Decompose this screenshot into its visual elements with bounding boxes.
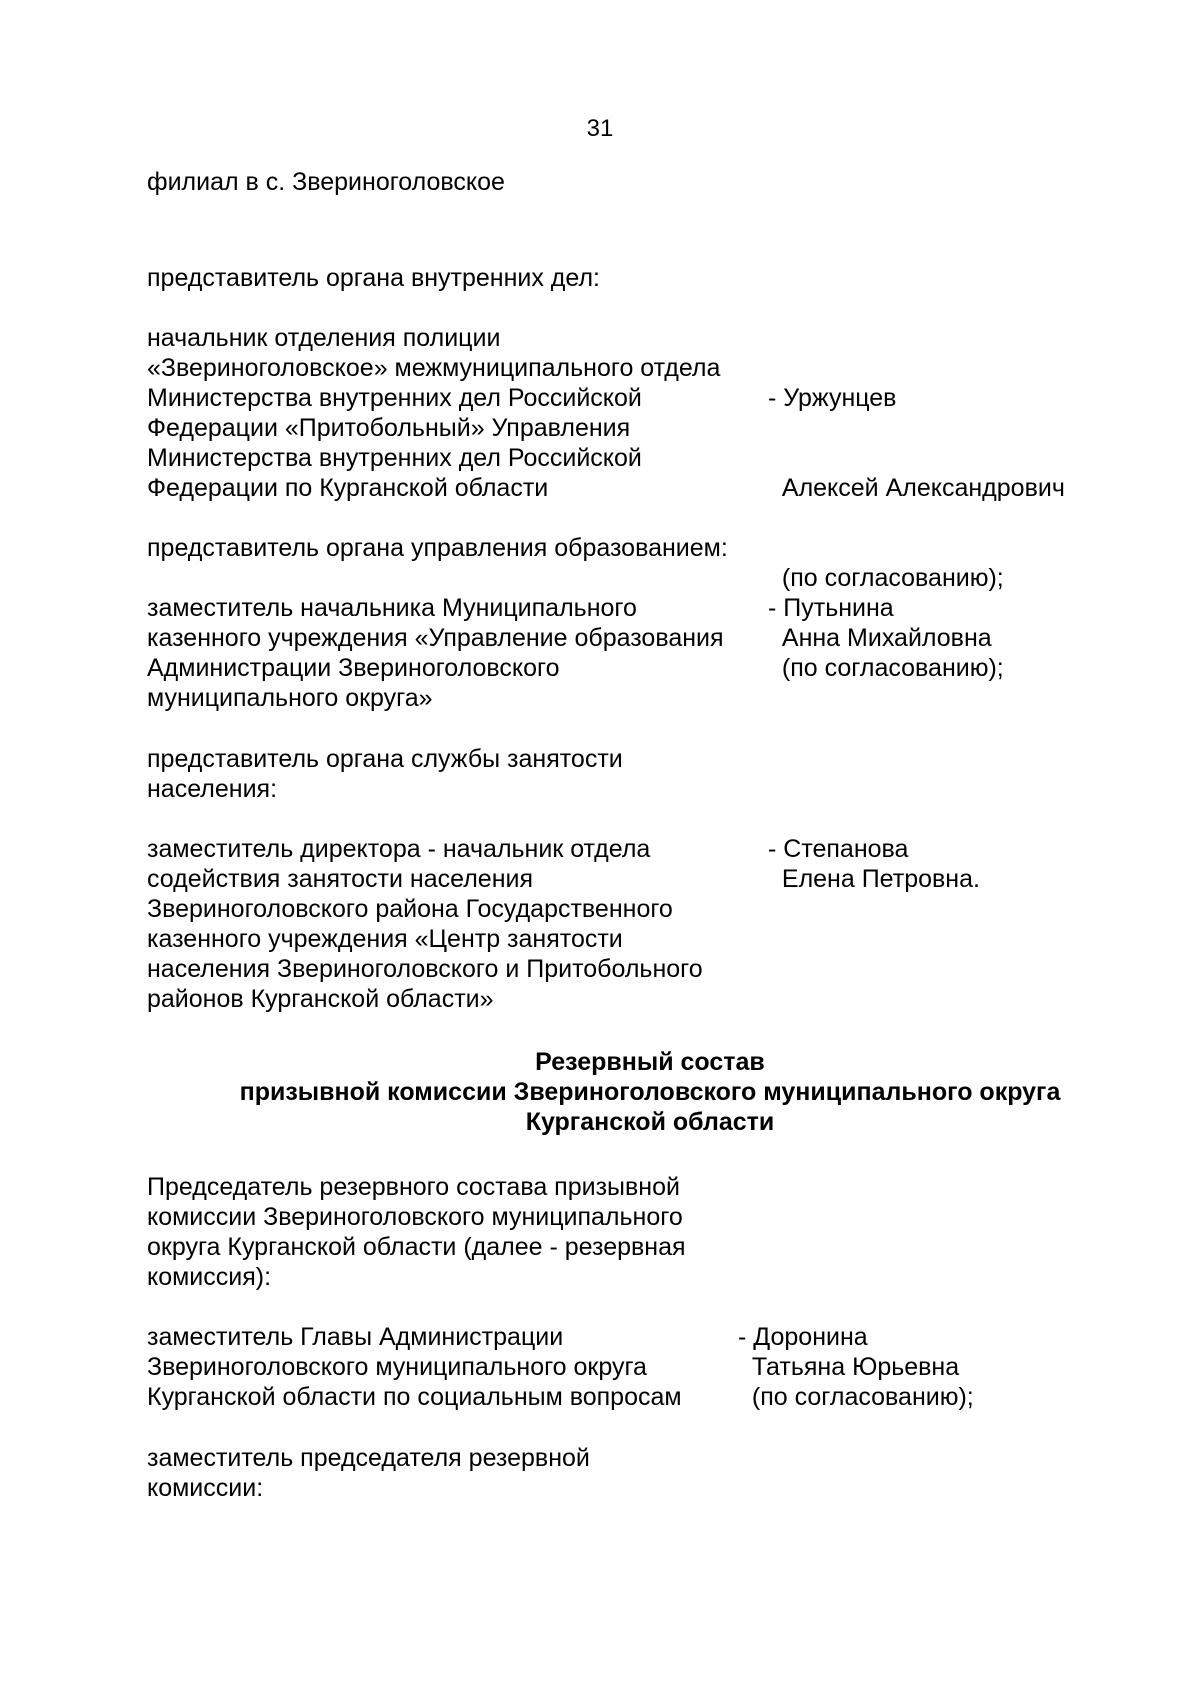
person-line: Елена Петровна. <box>768 865 980 893</box>
page-number: 31 <box>586 115 614 142</box>
person-line: - Уржунцев <box>768 384 897 412</box>
label-line: комиссии: <box>147 1474 264 1502</box>
person-line: - Доронина <box>738 1323 868 1351</box>
reserve-deputy-label <box>147 1443 590 1503</box>
heading-line: Резервный состав <box>535 1048 765 1076</box>
person-line: (по согласованию); <box>768 654 1004 682</box>
person-line: Анна Михайловна <box>768 624 992 652</box>
label-line: комиссии Звериноголовского муниципального <box>147 1203 683 1231</box>
education-person <box>768 593 1004 683</box>
position-line: районов Курганской области» <box>147 985 494 1013</box>
education-position <box>147 593 724 713</box>
position-line: казенного учреждения «Управление образования <box>147 624 724 652</box>
position-line: Министерства внутренних дел Российской <box>147 444 642 472</box>
label-line: Председатель резервного состава призывной <box>147 1173 680 1201</box>
position-line: Администрации Звериноголовского <box>147 654 560 682</box>
reserve-heading <box>130 1047 1170 1137</box>
reserve-chair-person <box>738 1322 974 1412</box>
employment-person <box>768 834 980 894</box>
label-line: комиссия): <box>147 1263 272 1291</box>
position-line: Звериноголовского района Государственного <box>147 895 673 923</box>
position-line: «Звериноголовское» межмуниципального отдела <box>147 354 721 382</box>
position-line: заместитель Главы Администрации <box>147 1323 564 1351</box>
label-line: населения: <box>147 775 278 803</box>
intro-line: филиал в с. Звериноголовское <box>147 168 505 196</box>
position-line: заместитель директора - начальник отдела <box>147 835 651 863</box>
person-line: - Степанова <box>768 835 909 863</box>
position-line: муниципального округа» <box>147 684 433 712</box>
person-line: Алексей Александрович <box>768 474 1065 502</box>
reserve-chair-position <box>147 1322 682 1412</box>
position-line: содействия занятости населения <box>147 865 533 893</box>
heading-line: призывной комиссии Звериноголовского муниципального округа <box>239 1078 1061 1106</box>
position-line: населения Звериноголовского и Притобольного <box>147 955 703 983</box>
internal-affairs-position <box>147 323 720 503</box>
position-line: начальник отделения полиции <box>147 324 501 352</box>
label-line: представитель органа службы занятости <box>147 745 623 773</box>
person-line: - Путьнина <box>768 594 894 622</box>
reserve-chair-label <box>147 1172 686 1292</box>
position-line: заместитель начальника Муниципального <box>147 594 637 622</box>
position-line: Федерации по Курганской области <box>147 474 549 502</box>
position-line: казенного учреждения «Центр занятости <box>147 925 623 953</box>
internal-affairs-label: представитель органа внутренних дел: <box>147 264 601 292</box>
person-line: (по согласованию); <box>768 564 1004 592</box>
label-line: округа Курганской области (далее - резервная <box>147 1233 686 1261</box>
position-line: Звериноголовского муниципального округа <box>147 1353 647 1381</box>
employment-label <box>147 744 623 804</box>
label-line: заместитель председателя резервной <box>147 1444 590 1472</box>
position-line: Федерации «Притобольный» Управления <box>147 414 631 442</box>
position-line: Курганской области по социальным вопросам <box>147 1383 682 1411</box>
education-label: представитель органа управления образованием: <box>147 534 728 562</box>
heading-line: Курганской области <box>525 1108 775 1136</box>
employment-position <box>147 834 703 1014</box>
person-line: Татьяна Юрьевна <box>738 1353 960 1381</box>
person-line: (по согласованию); <box>738 1383 974 1411</box>
position-line: Министерства внутренних дел Российской <box>147 384 642 412</box>
